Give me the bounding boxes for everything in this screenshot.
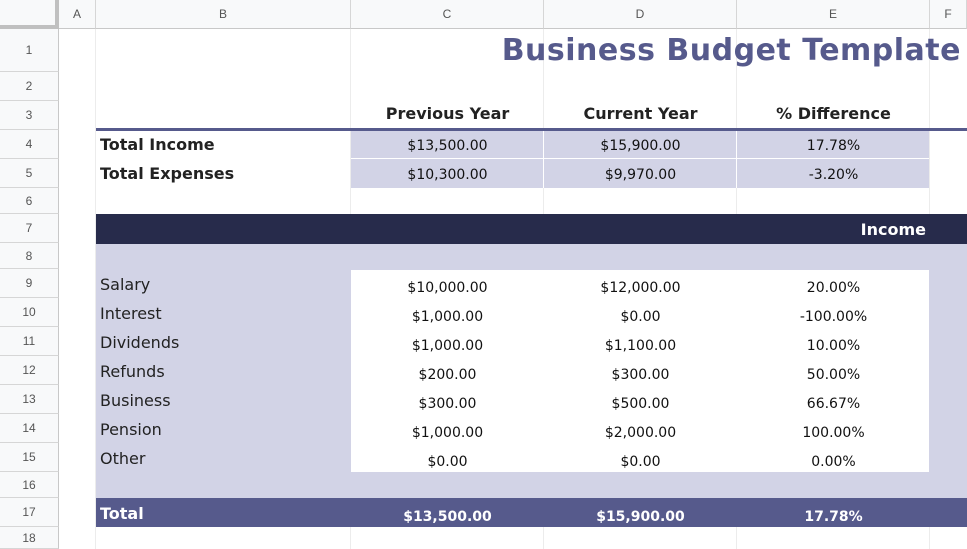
income-cell[interactable]: $300.00	[611, 366, 670, 383]
income-label: Other	[100, 449, 146, 468]
income-label: Dividends	[100, 333, 180, 352]
row-header-11[interactable]: 11	[0, 327, 59, 356]
row-header-4[interactable]: 4	[0, 130, 59, 159]
income-cell[interactable]: $1,000.00	[411, 337, 484, 354]
row-header-7[interactable]: 7	[0, 214, 59, 243]
total-cell[interactable]: $13,500.00	[403, 508, 492, 525]
column-header-b[interactable]: B	[96, 0, 351, 29]
summary-label: Total Expenses	[100, 164, 235, 183]
row-header-15[interactable]: 15	[0, 443, 59, 472]
header-percent-difference: % Difference	[776, 104, 891, 123]
column-header-d[interactable]: D	[544, 0, 737, 29]
income-header-band	[96, 214, 967, 244]
summary-cell[interactable]: -3.20%	[808, 166, 859, 183]
header-previous-year: Previous Year	[385, 104, 510, 123]
row-header-16[interactable]: 16	[0, 472, 59, 498]
income-cell[interactable]: -100.00%	[799, 308, 868, 325]
column-header-e[interactable]: E	[737, 0, 930, 29]
income-cell[interactable]: $0.00	[620, 308, 661, 325]
row-header-13[interactable]: 13	[0, 385, 59, 414]
row-header-6[interactable]: 6	[0, 188, 59, 214]
row-header-12[interactable]: 12	[0, 356, 59, 385]
row-header-17[interactable]: 17	[0, 498, 59, 527]
income-label: Salary	[100, 275, 151, 294]
income-cell[interactable]: 20.00%	[806, 279, 861, 296]
income-label: Refunds	[100, 362, 165, 381]
income-cell[interactable]: $2,000.00	[604, 424, 677, 441]
row-header-2[interactable]: 2	[0, 72, 59, 101]
income-label: Interest	[100, 304, 162, 323]
row-header-1[interactable]: 1	[0, 29, 59, 72]
income-cell[interactable]: 10.00%	[806, 337, 861, 354]
income-cell[interactable]: $300.00	[418, 395, 477, 412]
row-header-18[interactable]: 18	[0, 527, 59, 549]
income-cell[interactable]: 50.00%	[806, 366, 861, 383]
income-label: Pension	[100, 420, 162, 439]
total-cell[interactable]: 17.78%	[804, 508, 863, 525]
row-header-14[interactable]: 14	[0, 414, 59, 443]
row-header-9[interactable]: 9	[0, 269, 59, 298]
row-header-3[interactable]: 3	[0, 101, 59, 130]
income-cell[interactable]: 66.67%	[806, 395, 861, 412]
summary-cell[interactable]: $13,500.00	[407, 137, 488, 154]
select-all-corner[interactable]	[0, 0, 59, 29]
income-section-title: Income	[860, 220, 926, 239]
row-header-10[interactable]: 10	[0, 298, 59, 327]
summary-cell[interactable]: $9,970.00	[604, 166, 677, 183]
summary-cell[interactable]: 17.78%	[806, 137, 861, 154]
income-cell[interactable]: $500.00	[611, 395, 670, 412]
header-current-year: Current Year	[583, 104, 698, 123]
column-header-a[interactable]: A	[59, 0, 96, 29]
page-title: Business Budget Template	[501, 33, 961, 68]
income-cell[interactable]: $12,000.00	[600, 279, 681, 296]
income-cell[interactable]: $1,000.00	[411, 308, 484, 325]
income-label: Business	[100, 391, 171, 410]
income-cell[interactable]: $10,000.00	[407, 279, 488, 296]
summary-cell[interactable]: $10,300.00	[407, 166, 488, 183]
income-cell[interactable]: $1,000.00	[411, 424, 484, 441]
summary-label: Total Income	[100, 135, 215, 154]
summary-cell[interactable]: $15,900.00	[600, 137, 681, 154]
column-header-c[interactable]: C	[351, 0, 544, 29]
income-cell[interactable]: $1,100.00	[604, 337, 677, 354]
income-cell[interactable]: 100.00%	[802, 424, 865, 441]
column-header-f[interactable]: F	[930, 0, 967, 29]
total-label: Total	[100, 504, 144, 523]
total-cell[interactable]: $15,900.00	[596, 508, 685, 525]
income-cell[interactable]: 0.00%	[811, 453, 856, 470]
income-cell[interactable]: $200.00	[418, 366, 477, 383]
income-cell[interactable]: $0.00	[620, 453, 661, 470]
row-header-8[interactable]: 8	[0, 243, 59, 269]
income-cell[interactable]: $0.00	[427, 453, 468, 470]
row-header-5[interactable]: 5	[0, 159, 59, 188]
